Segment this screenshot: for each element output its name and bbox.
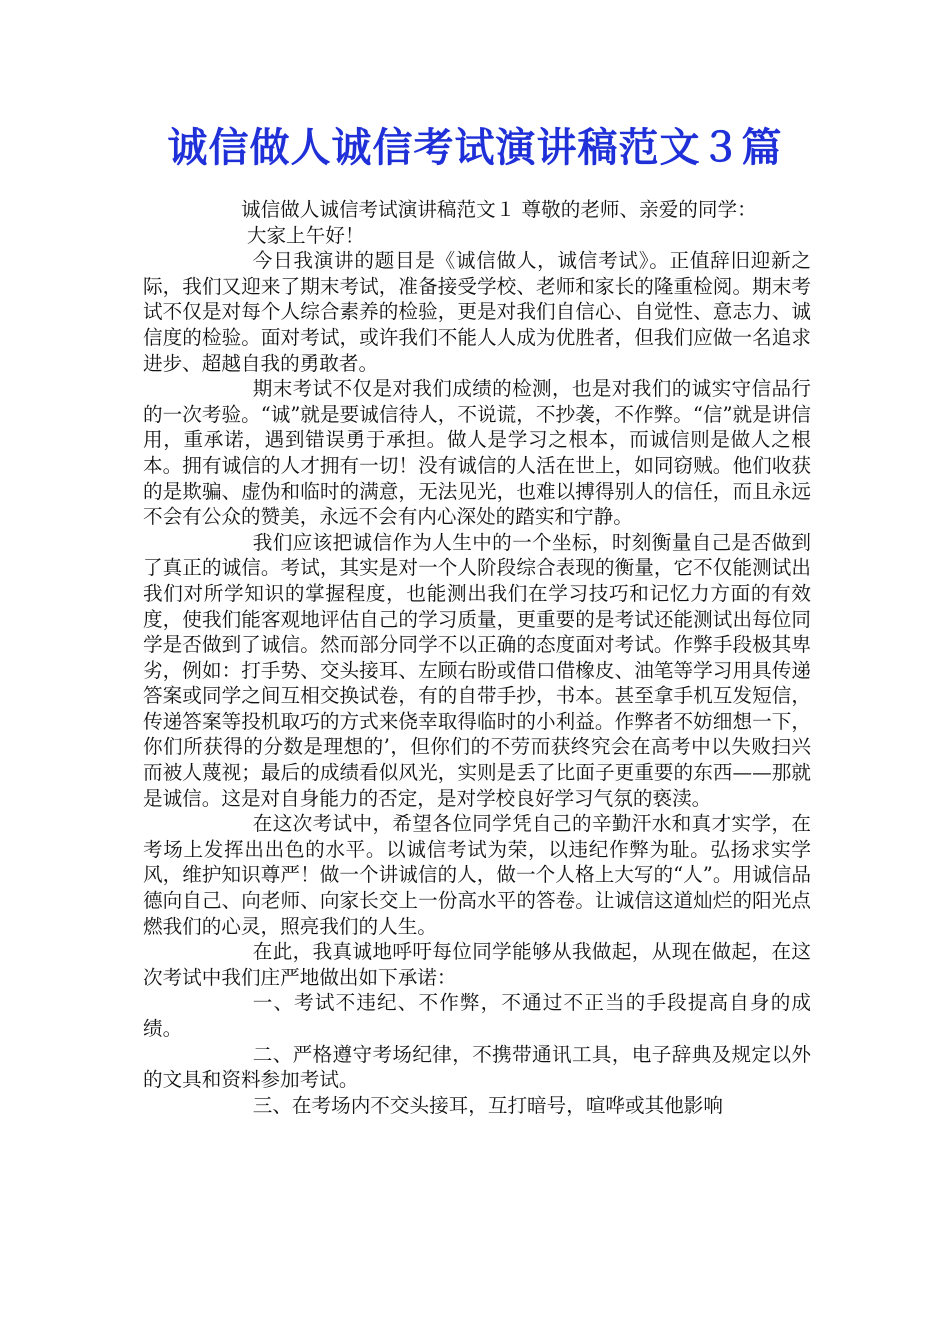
pledge-item-3: 三、在考场内不交头接耳，互打暗号，喧哗或其他影响 (252, 1093, 723, 1117)
paragraph: 我们应该把诚信作为人生中的一个坐标，时刻衡量自己是否做到了真正的诚信。考试，其实是对一个人阶段综合表现的衡量，它不仅能测试出我们对所学知识的掌握程度，也能测出我们在学习技巧和记忆力方面的有效度，使我们能客观地评估自己的学习质量，更重要的是考试还能测试出每位同学是否做到了诚信。然而部分同学不以正确的态度面对考试。作弊手段极其卑劣，例如：打手势、交头接耳、左顾右盼或借口借橡皮、油笔等学习用具传递答案或同学之间互相交换试卷，有的自带手抄，书本。甚至拿手机互发短信，传递答案等投机取巧的方式来侥幸取得临时的小利益。作弊者不妨细想一下，你们所获得的分数是理想的’，但你们的不劳而获终究会在高考中以失败扫兴而被人蔑视；最后的成绩看似风光，实则是丢了比面子更重要的东西——那就是诚信。这是对自身能力的否定，是对学校良好学习气氛的亵渎。 (143, 530, 811, 810)
paragraph: 今日我演讲的题目是《诚信做人，诚信考试》。正值辞旧迎新之际，我们又迎来了期末考试，准备接受学校、老师和家长的隆重检阅。期末考试不仅是对每个人综合素养的检验，更是对我们自信心、自觉性、意志力、诚信度的检验。面对考试，或许我们不能人人成为优胜者，但我们应做一名追求进步、超越自我的勇敢者。 (143, 249, 811, 375)
pledge-item-2: 二、严格遵守考场纪律，不携带通讯工具，电子辞典及规定以外的文具和资料参加考试。 (143, 1042, 811, 1092)
paragraph-greeting: 大家上午好！ (246, 223, 365, 247)
paragraph: 期末考试不仅是对我们成绩的检测，也是对我们的诚实守信品行的一次考验。“诚”就是要诚信待人，不说谎，不抄袭，不作弊。“信”就是讲信用，重承诺，遇到错误勇于承担。做人是学习之根本，而诚信则是做人之根本。拥有诚信的人才拥有一切！没有诚信的人活在世上，如同窃贼。他们收获的是欺骗、虚伪和临时的满意，无法见光，也难以搏得别人的信任，而且永远不会有公众的赞美，永远不会有内心深处的踏实和宁静。 (143, 377, 811, 529)
paragraph: 在此，我真诚地呼吁每位同学能够从我做起，从现在做起，在这次考试中我们庄严地做出如下承诺： (143, 940, 811, 989)
document-body (143, 197, 811, 1118)
pledge-item-1: 一、考试不违纪、不作弊，不通过不正当的手段提高自身的成绩。 (143, 991, 811, 1040)
document-title: 诚信做人诚信考试演讲稿范文３篇 (167, 124, 783, 171)
paragraph-intro: 诚信做人诚信考试演讲稿范文１ 尊敬的老师、亲爱的同学： (241, 198, 757, 221)
paragraph: 在这次考试中，希望各位同学凭自己的辛勤汗水和真才实学，在考场上发挥出出色的水平。以诚信考试为荣，以违纪作弊为耻。弘扬求实学风，维护知识尊严！做一个讲诚信的人，做一个人格上大写的“人”。用诚信品德向自己、向老师、向家长交上一份高水平的答卷。让诚信这道灿烂的阳光点燃我们的心灵，照亮我们的人生。 (143, 812, 811, 938)
